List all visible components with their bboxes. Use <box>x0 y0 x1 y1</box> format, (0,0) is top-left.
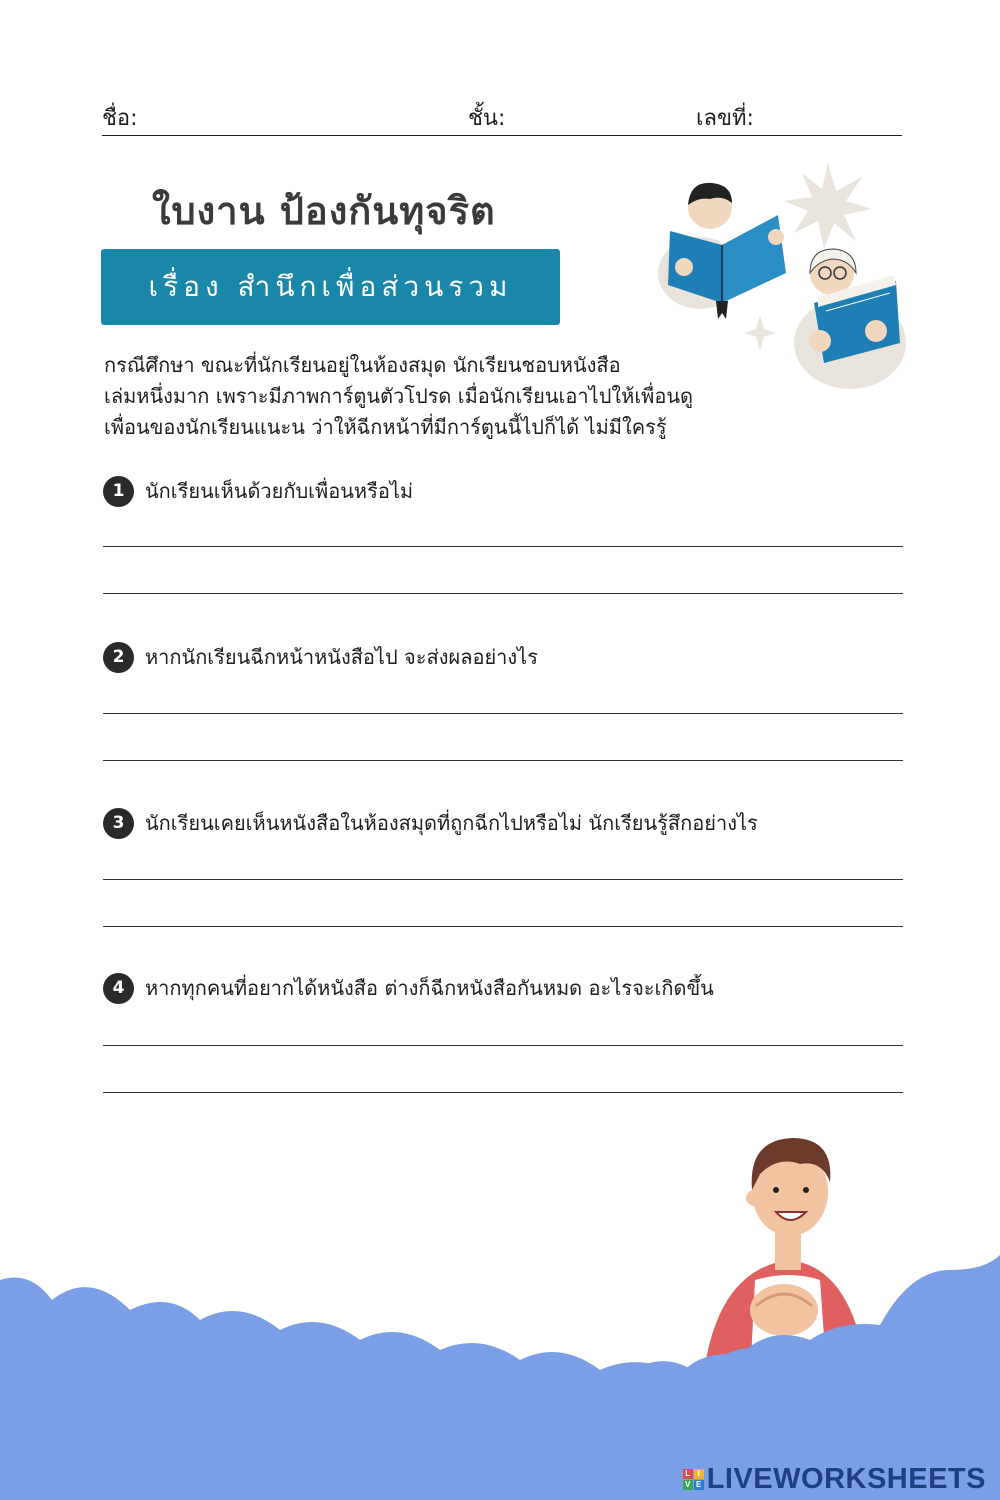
question-text: นักเรียนเคยเห็นหนังสือในห้องสมุดที่ถูกฉีกไปหรือไม่ นักเรียนรู้สึกอย่างไร <box>145 811 758 835</box>
brand-name: LIVEWORKSHEETS <box>706 1462 986 1495</box>
question-number-badge: 1 <box>103 476 134 507</box>
logo-letter: V <box>683 1480 693 1490</box>
starburst-shape <box>784 163 872 249</box>
clouds-and-boy-illustration <box>0 1120 1000 1500</box>
case-study-line: เพื่อนของนักเรียนแนะน ว่าให้ฉีกหน้าที่มีการ์ตูนนี้ไปก็ได้ ไม่มีใครรู้ <box>104 415 667 439</box>
question-2 <box>103 641 538 673</box>
question-text: หากนักเรียนฉีกหน้าหนังสือไป จะส่งผลอย่างไร <box>145 645 538 669</box>
answer-line[interactable] <box>103 593 903 594</box>
question-number-badge: 2 <box>103 642 134 673</box>
liveworksheets-logo[interactable] <box>683 1464 986 1494</box>
case-study-line: กรณีศึกษา ขณะที่นักเรียนอยู่ในห้องสมุด นักเรียนชอบหนังสือ <box>104 353 621 377</box>
answer-line[interactable] <box>103 546 903 547</box>
answer-line[interactable] <box>103 926 903 927</box>
logo-letter: I <box>694 1469 704 1479</box>
question-text: นักเรียนเห็นด้วยกับเพื่อนหรือไม่ <box>145 479 414 503</box>
answer-line[interactable] <box>103 760 903 761</box>
answer-line[interactable] <box>103 1092 903 1093</box>
sparkle-shape <box>744 315 776 351</box>
question-text: หากทุกคนที่อยากได้หนังสือ ต่างก็ฉีกหนังสือกันหมด อะไรจะเกิดขึ้น <box>145 976 714 1000</box>
answer-line[interactable] <box>103 1045 903 1046</box>
logo-letter: L <box>683 1469 693 1479</box>
question-number-badge: 3 <box>103 808 134 839</box>
case-study <box>104 350 804 443</box>
answer-line[interactable] <box>103 713 903 714</box>
answer-line[interactable] <box>103 879 903 880</box>
worksheet-title: ใบงาน ป้องกันทุจริต <box>152 189 496 233</box>
question-number-badge: 4 <box>103 973 134 1004</box>
subject-text: เรื่อง สำนึกเพื่อส่วนรวม <box>148 270 513 303</box>
live-logo-icon <box>683 1469 704 1490</box>
name-label: ชื่อ: <box>102 106 138 131</box>
case-study-line: เล่มหนึ่งมาก เพราะมีภาพการ์ตูนตัวโปรด เมื่อนักเรียนเอาไปให้เพื่อนดู <box>104 384 694 408</box>
question-3 <box>103 807 758 839</box>
question-4 <box>103 972 714 1004</box>
question-1 <box>103 475 413 507</box>
class-label: ชั้น: <box>468 106 506 131</box>
logo-letter: E <box>694 1480 704 1490</box>
header-underline[interactable] <box>102 135 902 136</box>
subject-banner <box>101 249 560 325</box>
number-label: เลขที่: <box>696 106 754 131</box>
